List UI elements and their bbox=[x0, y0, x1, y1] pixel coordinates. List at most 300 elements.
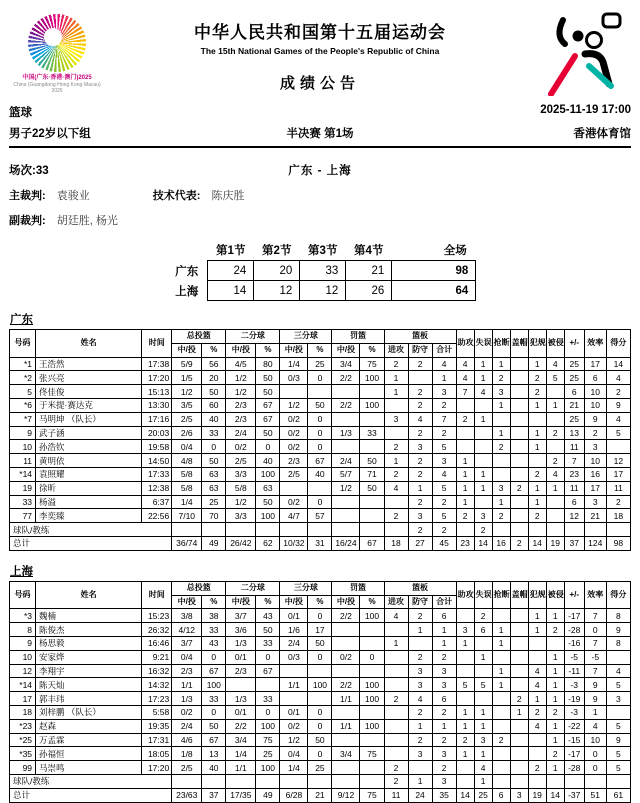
stat-cell: 3 bbox=[408, 678, 432, 692]
stat-cell: 3 bbox=[492, 481, 510, 495]
player-number: *1 bbox=[10, 357, 36, 371]
stat-cell: 1 bbox=[474, 481, 492, 495]
stat-cell: 9 bbox=[584, 412, 606, 426]
stat-cell: 1 bbox=[546, 481, 564, 495]
stat-cell: 50 bbox=[202, 719, 226, 733]
stat-cell: 1 bbox=[528, 623, 546, 637]
venue-label: 香港体育馆 bbox=[573, 128, 631, 140]
stat-cell: 40 bbox=[256, 454, 280, 468]
stat-cell bbox=[384, 650, 408, 664]
stat-cell bbox=[408, 636, 432, 650]
stat-cell: 70 bbox=[202, 509, 226, 523]
quarter-score-row bbox=[164, 281, 476, 301]
player-row bbox=[10, 761, 631, 775]
box-score-header bbox=[10, 581, 631, 609]
referee-name: 袁骏业 bbox=[56, 190, 90, 202]
stat-cell: 2 bbox=[546, 747, 564, 761]
stat-cell: 50 bbox=[360, 481, 384, 495]
stat-cell bbox=[256, 774, 280, 788]
stat-cell bbox=[546, 440, 564, 454]
stat-cell: 2 bbox=[432, 523, 456, 537]
stat-cell: 6 bbox=[432, 692, 456, 706]
stat-cell: 6 bbox=[492, 788, 510, 802]
stat-cell bbox=[360, 440, 384, 454]
player-time: 5:58 bbox=[142, 705, 172, 719]
stat-cell bbox=[280, 664, 308, 678]
stat-cell: 49 bbox=[202, 536, 226, 550]
stat-cell bbox=[202, 774, 226, 788]
stat-cell: 1 bbox=[492, 678, 510, 692]
stat-cell: 5 bbox=[456, 678, 474, 692]
stat-cell bbox=[332, 523, 360, 537]
stat-cell: 2/5 bbox=[226, 454, 256, 468]
stat-cell: 1 bbox=[474, 650, 492, 664]
stat-cell: 0 bbox=[256, 440, 280, 454]
stat-cell: 1 bbox=[492, 426, 510, 440]
player-name: 杨溢 bbox=[36, 495, 142, 509]
player-name: 王浩然 bbox=[36, 357, 142, 371]
stat-cell: 2/3 bbox=[280, 454, 308, 468]
stat-cell: 2 bbox=[510, 536, 528, 550]
games-subtitle-en: The 15th National Games of the People's Republic of China bbox=[200, 46, 440, 56]
stat-cell: 25 bbox=[564, 412, 584, 426]
stat-cell: 1 bbox=[408, 481, 432, 495]
stat-cell: 2 bbox=[408, 733, 432, 747]
player-time: 14:32 bbox=[142, 678, 172, 692]
stat-cell bbox=[384, 747, 408, 761]
stat-cell: 98 bbox=[606, 536, 630, 550]
stat-cell: 1 bbox=[528, 692, 546, 706]
stat-cell bbox=[172, 523, 202, 537]
player-row bbox=[10, 481, 631, 495]
player-time: 17:31 bbox=[142, 733, 172, 747]
stat-cell: 0/2 bbox=[280, 719, 308, 733]
stat-cell: 25 bbox=[308, 357, 332, 371]
stat-cell: 2/3 bbox=[226, 664, 256, 678]
stat-cell: 4 bbox=[384, 481, 408, 495]
stat-cell: 2/5 bbox=[172, 761, 202, 775]
stat-cell: 100 bbox=[256, 719, 280, 733]
stat-cell bbox=[474, 426, 492, 440]
stat-cell: 2 bbox=[528, 385, 546, 399]
stat-cell: 2/5 bbox=[172, 412, 202, 426]
player-row bbox=[10, 609, 631, 623]
quarter-score-cell: 98 bbox=[392, 261, 476, 281]
stat-cell: 0 bbox=[202, 705, 226, 719]
stat-cell bbox=[564, 774, 584, 788]
stat-cell: 16 bbox=[492, 536, 510, 550]
stat-cell: 33 bbox=[202, 623, 226, 637]
stat-cell bbox=[360, 664, 384, 678]
stat-cell: 3 bbox=[432, 454, 456, 468]
games-logo bbox=[9, 10, 105, 94]
stat-cell bbox=[256, 678, 280, 692]
stat-cell: 2 bbox=[528, 705, 546, 719]
stat-cell: 2/2 bbox=[226, 719, 256, 733]
stat-cell: 1 bbox=[456, 719, 474, 733]
matchup: 广东 - 上海 bbox=[288, 165, 352, 177]
stat-cell: 1/3 bbox=[332, 426, 360, 440]
player-row bbox=[10, 509, 631, 523]
quarter-score-row bbox=[164, 261, 476, 281]
stat-cell: 3 bbox=[492, 385, 510, 399]
player-number: 9 bbox=[10, 426, 36, 440]
stat-cell bbox=[474, 692, 492, 706]
player-number: 17 bbox=[10, 692, 36, 706]
stat-cell bbox=[226, 678, 256, 692]
quarter-score-cell: 20 bbox=[254, 261, 300, 281]
player-number: *25 bbox=[10, 733, 36, 747]
stat-cell: 1 bbox=[456, 636, 474, 650]
stat-cell bbox=[606, 440, 630, 454]
stat-cell: -28 bbox=[564, 623, 584, 637]
player-name: 李翔宇 bbox=[36, 664, 142, 678]
stat-cell: 5 bbox=[432, 509, 456, 523]
player-name: 万孟霖 bbox=[36, 733, 142, 747]
stat-cell bbox=[510, 398, 528, 412]
stat-cell: 62 bbox=[256, 536, 280, 550]
stat-cell: 33 bbox=[256, 636, 280, 650]
quarter-score-cell: 14 bbox=[208, 281, 254, 301]
player-time: 17:20 bbox=[142, 371, 172, 385]
stat-cell: 4 bbox=[528, 678, 546, 692]
box-header-row-1: 号码 姓名 时间 总投篮 二分球 三分球 罚篮 篮板 助攻 失误 抢断 盖帽 犯规 被侵 +/- 效率 得分 bbox=[10, 581, 631, 595]
stat-cell bbox=[606, 705, 630, 719]
stat-cell: 1 bbox=[384, 636, 408, 650]
stat-cell bbox=[510, 357, 528, 371]
phase-label: 半决赛 第1场 bbox=[286, 128, 354, 140]
stat-cell bbox=[360, 761, 384, 775]
stat-cell: 11 bbox=[564, 481, 584, 495]
stat-cell: 1 bbox=[456, 454, 474, 468]
quarter-score-cell: 12 bbox=[254, 281, 300, 301]
stat-cell: 4 bbox=[606, 412, 630, 426]
stat-cell bbox=[332, 623, 360, 637]
stat-cell: 25 bbox=[256, 747, 280, 761]
stat-cell: 0/2 bbox=[280, 495, 308, 509]
stat-cell: 100 bbox=[360, 398, 384, 412]
sport-label: 篮球 bbox=[9, 107, 32, 119]
stat-cell bbox=[308, 481, 332, 495]
stat-cell bbox=[528, 733, 546, 747]
stat-cell: 100 bbox=[202, 678, 226, 692]
stat-cell: 7 bbox=[456, 385, 474, 399]
stat-cell: 33 bbox=[202, 426, 226, 440]
stat-cell: 24 bbox=[408, 788, 432, 802]
stat-cell: 2 bbox=[474, 523, 492, 537]
stat-cell: 1 bbox=[384, 371, 408, 385]
stat-cell: 43 bbox=[256, 609, 280, 623]
stat-cell: 2/5 bbox=[280, 467, 308, 481]
info-row-1 bbox=[9, 104, 631, 120]
stat-cell: 50 bbox=[308, 398, 332, 412]
player-time: 17:20 bbox=[142, 761, 172, 775]
info-row-2 bbox=[9, 125, 631, 141]
stat-cell: 1/8 bbox=[172, 747, 202, 761]
stat-cell: -15 bbox=[564, 733, 584, 747]
stat-cell: 3 bbox=[474, 509, 492, 523]
stat-cell: 14 bbox=[456, 788, 474, 802]
stat-cell: 2 bbox=[584, 426, 606, 440]
stat-cell: 1/1 bbox=[332, 692, 360, 706]
stat-cell: 3/4 bbox=[332, 747, 360, 761]
stat-cell bbox=[584, 774, 606, 788]
stat-cell: 1 bbox=[492, 623, 510, 637]
stat-cell: 2 bbox=[408, 467, 432, 481]
header-divider bbox=[9, 146, 631, 148]
stat-cell: 7/10 bbox=[172, 509, 202, 523]
stat-cell: 12 bbox=[564, 509, 584, 523]
stat-cell: 4 bbox=[474, 385, 492, 399]
games-logo-icon bbox=[28, 14, 86, 72]
stat-cell: 1/4 bbox=[172, 495, 202, 509]
stat-cell bbox=[456, 774, 474, 788]
q3-header: 第3节 bbox=[308, 245, 338, 257]
stat-cell: 2 bbox=[546, 454, 564, 468]
stat-cell: 35 bbox=[432, 788, 456, 802]
stat-cell: 19 bbox=[546, 536, 564, 550]
stat-cell: -11 bbox=[564, 664, 584, 678]
stat-cell bbox=[360, 523, 384, 537]
player-time: 17:23 bbox=[142, 692, 172, 706]
team-section-shanghai bbox=[9, 551, 631, 803]
stat-cell: 100 bbox=[308, 678, 332, 692]
player-time: 19:35 bbox=[142, 719, 172, 733]
stat-cell bbox=[546, 774, 564, 788]
stat-cell bbox=[360, 705, 384, 719]
player-number: 5 bbox=[10, 385, 36, 399]
stat-cell: 2 bbox=[432, 733, 456, 747]
stat-cell: 27 bbox=[408, 536, 432, 550]
player-name: 刘梓鹏 （队长） bbox=[36, 705, 142, 719]
stat-cell: 3 bbox=[606, 692, 630, 706]
player-number: 9 bbox=[10, 636, 36, 650]
stat-cell: 8 bbox=[606, 609, 630, 623]
stat-cell: 2 bbox=[384, 440, 408, 454]
stat-cell: 2/2 bbox=[332, 371, 360, 385]
stat-cell bbox=[546, 636, 564, 650]
stat-cell: 21 bbox=[564, 398, 584, 412]
stat-cell: 12 bbox=[606, 454, 630, 468]
stat-cell bbox=[528, 523, 546, 537]
box-score-table-guangdong bbox=[9, 329, 631, 551]
stat-cell bbox=[492, 454, 510, 468]
stat-cell: 2/4 bbox=[172, 719, 202, 733]
stat-cell: 0 bbox=[584, 747, 606, 761]
stat-cell bbox=[360, 636, 384, 650]
stat-cell bbox=[384, 426, 408, 440]
stat-cell: 50 bbox=[308, 636, 332, 650]
stat-cell: 4 bbox=[606, 371, 630, 385]
stat-cell: 1/6 bbox=[280, 623, 308, 637]
stat-cell bbox=[510, 426, 528, 440]
stat-cell bbox=[384, 664, 408, 678]
stat-cell bbox=[510, 467, 528, 481]
stat-cell: 3 bbox=[408, 440, 432, 454]
stat-cell: 0/2 bbox=[332, 650, 360, 664]
stat-cell: 4 bbox=[474, 761, 492, 775]
stat-cell: 37 bbox=[202, 788, 226, 802]
stat-cell bbox=[474, 636, 492, 650]
q4-header: 第4节 bbox=[354, 245, 384, 257]
stat-cell: 1/5 bbox=[172, 371, 202, 385]
stat-cell: 0 bbox=[308, 650, 332, 664]
stat-cell: 50 bbox=[256, 495, 280, 509]
stat-cell bbox=[308, 664, 332, 678]
stat-cell: 1 bbox=[528, 609, 546, 623]
stat-cell bbox=[332, 495, 360, 509]
box-header-row-1: 号码 姓名 时间 总投篮 二分球 三分球 罚篮 篮板 助攻 失误 抢断 盖帽 犯规 被侵 +/- 效率 得分 bbox=[10, 330, 631, 344]
player-row bbox=[10, 733, 631, 747]
stat-cell: 1 bbox=[584, 705, 606, 719]
stat-cell: 1 bbox=[546, 692, 564, 706]
stat-cell: 1 bbox=[528, 440, 546, 454]
stat-cell bbox=[492, 650, 510, 664]
team-coach-label: 球队/教练 bbox=[10, 523, 172, 537]
stat-cell: 0 bbox=[202, 650, 226, 664]
stat-cell: 50 bbox=[202, 385, 226, 399]
stat-cell: 9 bbox=[606, 733, 630, 747]
player-name: 袁照耀 bbox=[36, 467, 142, 481]
stat-cell bbox=[528, 774, 546, 788]
stat-cell: 17 bbox=[606, 467, 630, 481]
player-time: 15:13 bbox=[142, 385, 172, 399]
stat-cell: 2 bbox=[492, 509, 510, 523]
stat-cell: 2 bbox=[456, 509, 474, 523]
player-number: 8 bbox=[10, 623, 36, 637]
stat-cell: -3 bbox=[564, 705, 584, 719]
stat-cell: 5 bbox=[546, 371, 564, 385]
quarter-score-block bbox=[9, 240, 631, 301]
player-row bbox=[10, 426, 631, 440]
stat-cell: 2/2 bbox=[332, 398, 360, 412]
total-label: 总计 bbox=[10, 788, 172, 802]
stat-cell bbox=[510, 454, 528, 468]
stat-cell: 5 bbox=[474, 678, 492, 692]
stat-cell: 20 bbox=[202, 371, 226, 385]
stat-cell: 1 bbox=[492, 664, 510, 678]
stat-cell: 10 bbox=[584, 385, 606, 399]
player-name: 于米提·赛达克 bbox=[36, 398, 142, 412]
stat-cell bbox=[384, 719, 408, 733]
tech-rep-label: 技术代表: bbox=[152, 190, 201, 202]
stat-cell bbox=[564, 523, 584, 537]
stat-cell: 2/4 bbox=[226, 426, 256, 440]
deputy-line bbox=[9, 212, 631, 228]
player-time: 16:32 bbox=[142, 664, 172, 678]
stat-cell: 7 bbox=[584, 609, 606, 623]
player-name: 孙福恒 bbox=[36, 747, 142, 761]
stat-cell bbox=[256, 523, 280, 537]
stat-cell: 1 bbox=[456, 481, 474, 495]
stat-cell: 16 bbox=[584, 467, 606, 481]
stat-cell: 1 bbox=[546, 719, 564, 733]
stat-cell: 100 bbox=[256, 467, 280, 481]
report-title: 成绩公告 bbox=[279, 75, 360, 92]
stat-cell: 3 bbox=[432, 774, 456, 788]
stat-cell bbox=[474, 495, 492, 509]
stat-cell: 13 bbox=[202, 747, 226, 761]
tech-rep-name: 陈庆胜 bbox=[211, 190, 245, 202]
stat-cell: 2 bbox=[408, 650, 432, 664]
stat-cell: 51 bbox=[584, 788, 606, 802]
stat-cell: 2 bbox=[432, 761, 456, 775]
stat-cell bbox=[510, 609, 528, 623]
stat-cell: 14 bbox=[474, 536, 492, 550]
stat-cell: 1/2 bbox=[226, 385, 256, 399]
stat-cell: 0/3 bbox=[280, 371, 308, 385]
stat-cell: 100 bbox=[256, 509, 280, 523]
stat-cell: 0/4 bbox=[172, 440, 202, 454]
stat-cell bbox=[456, 664, 474, 678]
stat-cell bbox=[606, 523, 630, 537]
stat-cell: -5 bbox=[584, 650, 606, 664]
stat-cell: 0 bbox=[584, 623, 606, 637]
stat-cell: 1 bbox=[546, 664, 564, 678]
stat-cell: 1/1 bbox=[172, 678, 202, 692]
stat-cell bbox=[528, 412, 546, 426]
stat-cell: 14 bbox=[546, 788, 564, 802]
stat-cell: 1 bbox=[474, 412, 492, 426]
team-coach-row bbox=[10, 523, 631, 537]
stat-cell: 75 bbox=[256, 733, 280, 747]
stat-cell: 1/2 bbox=[280, 733, 308, 747]
stat-cell bbox=[384, 495, 408, 509]
stat-cell: 2/3 bbox=[226, 398, 256, 412]
stat-cell bbox=[584, 523, 606, 537]
stat-cell: 1 bbox=[432, 623, 456, 637]
stat-cell: 67 bbox=[256, 398, 280, 412]
stat-cell: 6/28 bbox=[280, 788, 308, 802]
player-time: 12:38 bbox=[142, 481, 172, 495]
player-number: *23 bbox=[10, 719, 36, 733]
stat-cell: 4/6 bbox=[172, 733, 202, 747]
stat-cell bbox=[332, 664, 360, 678]
stat-cell: 0 bbox=[360, 650, 384, 664]
stat-cell: 40 bbox=[202, 412, 226, 426]
stat-cell: 2 bbox=[384, 774, 408, 788]
stat-cell bbox=[492, 692, 510, 706]
stat-cell: 2 bbox=[546, 623, 564, 637]
stat-cell: 0 bbox=[308, 412, 332, 426]
stat-cell bbox=[546, 495, 564, 509]
stat-cell: 2 bbox=[384, 761, 408, 775]
stat-cell: 1 bbox=[528, 357, 546, 371]
total-label: 总计 bbox=[10, 536, 172, 550]
stat-cell: 56 bbox=[202, 357, 226, 371]
stat-cell bbox=[474, 664, 492, 678]
stat-cell bbox=[332, 733, 360, 747]
player-time: 14:50 bbox=[142, 454, 172, 468]
player-number: *7 bbox=[10, 412, 36, 426]
stat-cell: 7 bbox=[584, 664, 606, 678]
stat-cell: 0 bbox=[584, 761, 606, 775]
stat-cell: 1 bbox=[456, 705, 474, 719]
stat-cell: 2 bbox=[432, 426, 456, 440]
stat-cell: 2 bbox=[528, 509, 546, 523]
stat-cell: 1 bbox=[432, 719, 456, 733]
stat-cell: 124 bbox=[584, 536, 606, 550]
q2-header: 第2节 bbox=[262, 245, 292, 257]
stat-cell bbox=[510, 623, 528, 637]
stat-cell: 1/1 bbox=[280, 678, 308, 692]
stat-cell: 60 bbox=[202, 398, 226, 412]
team-name-shanghai: 上海 bbox=[10, 565, 33, 578]
stat-cell bbox=[332, 412, 360, 426]
stat-cell: 1 bbox=[474, 747, 492, 761]
stat-cell: 2 bbox=[492, 371, 510, 385]
stat-cell bbox=[492, 609, 510, 623]
